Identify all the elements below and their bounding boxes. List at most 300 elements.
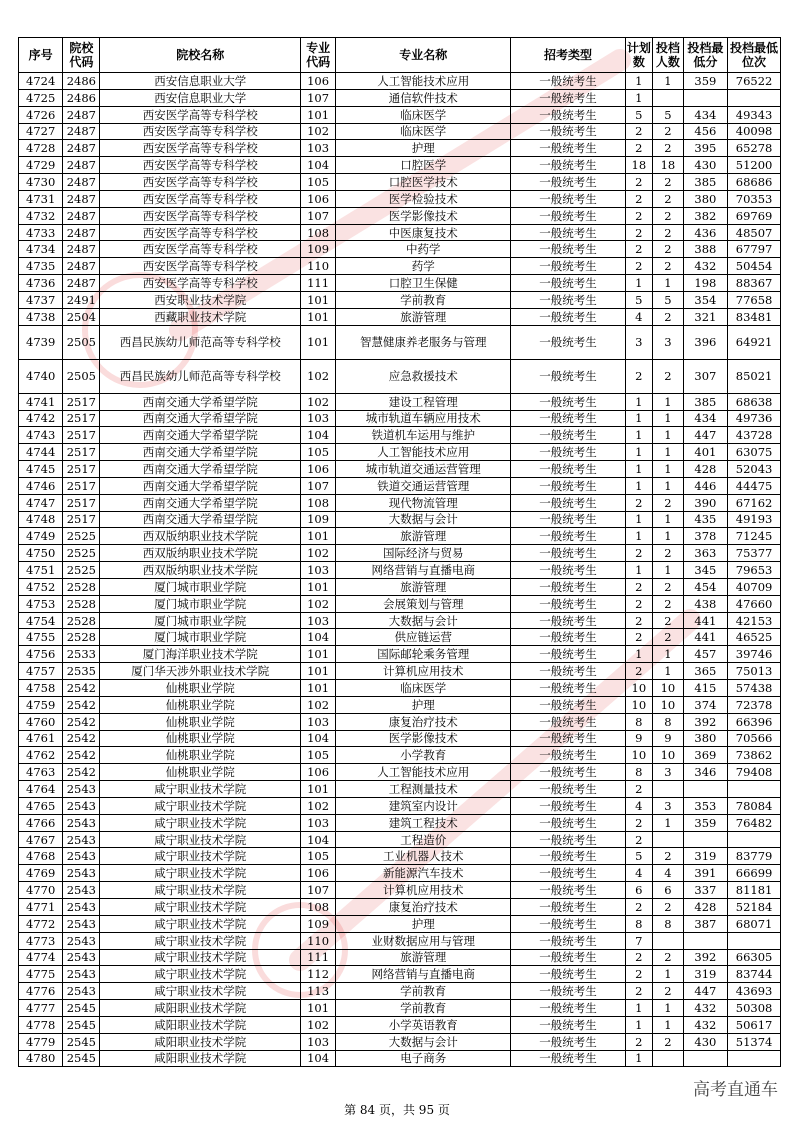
table-cell: 50308 [728,1000,781,1017]
table-cell: 2 [653,140,684,157]
table-cell: 仙桃职业学院 [100,764,301,781]
table-cell: 2 [625,207,652,224]
table-cell: 小学教育 [336,747,511,764]
table-row [19,848,781,865]
table-cell: 2542 [63,680,100,697]
table-cell: 57438 [728,680,781,697]
table-cell: 2542 [63,764,100,781]
table-cell: 72378 [728,696,781,713]
table-cell: 临床医学 [336,106,511,123]
table-cell: 2545 [63,1033,100,1050]
table-cell: 2486 [63,73,100,90]
table-cell: 新能源汽车技术 [336,865,511,882]
table-cell: 工程造价 [336,831,511,848]
table-cell: 2487 [63,241,100,258]
table-cell [683,831,727,848]
table-cell: 一般统考生 [511,241,625,258]
table-cell: 一般统考生 [511,932,625,949]
table-cell: 441 [683,629,727,646]
table-cell: 现代物流管理 [336,494,511,511]
table-cell: 1 [625,528,652,545]
table-cell: 4760 [19,713,63,730]
table-cell: 4755 [19,629,63,646]
table-cell: 2528 [63,612,100,629]
table-cell: 4764 [19,781,63,798]
table-cell: 105 [301,747,336,764]
table-cell: 计算机应用技术 [336,882,511,899]
table-cell: 4757 [19,663,63,680]
table-cell: 2542 [63,747,100,764]
table-cell: 中医康复技术 [336,224,511,241]
table-cell: 一般统考生 [511,157,625,174]
table-cell: 4753 [19,595,63,612]
table-cell: 工程测量技术 [336,781,511,798]
table-cell: 1 [625,562,652,579]
table-cell [653,781,684,798]
table-cell: 8 [625,915,652,932]
table-cell: 2 [625,123,652,140]
table-cell: 西双版纳职业技术学院 [100,528,301,545]
table-cell: 一般统考生 [511,949,625,966]
table-row [19,1000,781,1017]
table-cell: 103 [301,713,336,730]
table-cell: 106 [301,190,336,207]
table-cell: 4736 [19,275,63,292]
table-row [19,258,781,275]
table-cell: 1 [625,275,652,292]
table-cell: 2543 [63,949,100,966]
table-cell: 2542 [63,696,100,713]
table-cell: 78084 [728,797,781,814]
table-cell: 51374 [728,1033,781,1050]
table-cell: 4748 [19,511,63,528]
table-cell [728,1050,781,1067]
table-cell: 2 [653,848,684,865]
table-cell: 354 [683,291,727,308]
table-cell: 厦门城市职业学院 [100,629,301,646]
table-cell: 4776 [19,983,63,1000]
table-cell: 学前教育 [336,983,511,1000]
table-cell: 西安医学高等专科学校 [100,157,301,174]
table-cell [728,781,781,798]
table-cell: 一般统考生 [511,393,625,410]
table-cell: 一般统考生 [511,477,625,494]
table-cell: 铁道交通运营管理 [336,477,511,494]
table-cell: 2505 [63,325,100,359]
table-cell: 医学影像技术 [336,730,511,747]
table-cell: 1 [625,444,652,461]
table-cell: 10 [625,747,652,764]
table-cell: 104 [301,157,336,174]
table-cell: 1 [653,511,684,528]
table-cell: 434 [683,106,727,123]
table-cell: 4756 [19,646,63,663]
table-cell: 40098 [728,123,781,140]
table-cell: 4741 [19,393,63,410]
table-cell: 102 [301,797,336,814]
col-header: 专业名称 [336,38,511,73]
table-row [19,123,781,140]
table-cell: 4766 [19,814,63,831]
table-cell: 咸宁职业技术学院 [100,797,301,814]
table-cell: 国际邮轮乘务管理 [336,646,511,663]
table-cell: 428 [683,898,727,915]
table-cell: 382 [683,207,727,224]
table-cell: 网络营销与直播电商 [336,562,511,579]
table-cell: 4 [625,865,652,882]
table-cell: 2487 [63,275,100,292]
table-row [19,1050,781,1067]
table-cell: 369 [683,747,727,764]
table-cell: 医学检验技术 [336,190,511,207]
table-cell: 432 [683,1016,727,1033]
table-cell: 113 [301,983,336,1000]
table-cell: 2525 [63,562,100,579]
table-cell: 436 [683,224,727,241]
table-cell: 一般统考生 [511,190,625,207]
table-cell: 1 [653,73,684,90]
table-cell: 6 [625,882,652,899]
table-cell: 359 [683,814,727,831]
table-row [19,713,781,730]
table-cell: 1 [625,461,652,478]
table-cell: 2487 [63,106,100,123]
table-cell: 咸宁职业技术学院 [100,882,301,899]
table-cell: 2517 [63,511,100,528]
table-cell: 104 [301,1050,336,1067]
table-cell: 79653 [728,562,781,579]
table-cell: 359 [683,73,727,90]
brand-watermark: 高考直通车 [693,1080,778,1100]
table-cell: 2 [653,359,684,393]
table-cell: 4 [625,308,652,325]
table-cell: 口腔医学 [336,157,511,174]
table-row [19,629,781,646]
table-cell [683,932,727,949]
table-row [19,932,781,949]
table-cell: 2491 [63,291,100,308]
table-cell: 198 [683,275,727,292]
table-cell: 应急救援技术 [336,359,511,393]
table-cell: 7 [625,932,652,949]
table-cell: 2525 [63,545,100,562]
table-cell: 1 [653,410,684,427]
table-cell: 2543 [63,831,100,848]
table-cell: 一般统考生 [511,359,625,393]
table-cell: 大数据与会计 [336,511,511,528]
table-cell: 63075 [728,444,781,461]
table-cell: 2 [653,123,684,140]
table-cell: 西南交通大学希望学院 [100,477,301,494]
table-cell: 4737 [19,291,63,308]
col-header: 院校名称 [100,38,301,73]
table-cell: 103 [301,410,336,427]
table-cell: 仙桃职业学院 [100,696,301,713]
table-cell: 105 [301,174,336,191]
table-cell: 107 [301,882,336,899]
table-cell: 2 [653,207,684,224]
table-cell: 81181 [728,882,781,899]
table-cell: 2543 [63,983,100,1000]
table-cell: 西南交通大学希望学院 [100,461,301,478]
table-cell: 咸宁职业技术学院 [100,915,301,932]
table-cell: 353 [683,797,727,814]
table-cell: 2 [653,258,684,275]
table-row [19,562,781,579]
table-cell: 2 [653,898,684,915]
table-cell: 73862 [728,747,781,764]
table-row [19,73,781,90]
table-cell: 西南交通大学希望学院 [100,427,301,444]
table-cell: 4743 [19,427,63,444]
table-cell: 76522 [728,73,781,90]
table-cell: 101 [301,325,336,359]
table-cell: 中药学 [336,241,511,258]
table-cell: 建设工程管理 [336,393,511,410]
table-cell: 10 [625,680,652,697]
table-cell: 110 [301,258,336,275]
table-cell: 105 [301,444,336,461]
table-row [19,578,781,595]
table-row [19,291,781,308]
table-cell: 2 [625,241,652,258]
table-cell: 71245 [728,528,781,545]
table-row [19,174,781,191]
table-cell: 1 [653,966,684,983]
table-cell: 2 [625,140,652,157]
table-cell: 1 [653,477,684,494]
table-cell: 2543 [63,848,100,865]
table-cell: 咸宁职业技术学院 [100,932,301,949]
table-cell: 40709 [728,578,781,595]
table-cell: 2545 [63,1000,100,1017]
table-cell: 102 [301,595,336,612]
table-cell: 4734 [19,241,63,258]
table-cell: 2517 [63,410,100,427]
col-header: 招考类型 [511,38,625,73]
table-cell: 66699 [728,865,781,882]
table-cell: 1 [653,393,684,410]
table-cell: 77658 [728,291,781,308]
table-row [19,545,781,562]
table-row [19,882,781,899]
table-cell: 2 [625,831,652,848]
table-cell: 西双版纳职业技术学院 [100,562,301,579]
table-row [19,511,781,528]
table-cell: 46525 [728,629,781,646]
table-cell: 2 [653,1033,684,1050]
table-cell: 一般统考生 [511,1033,625,1050]
table-row [19,915,781,932]
table-cell: 109 [301,511,336,528]
table-cell: 西双版纳职业技术学院 [100,545,301,562]
table-cell: 4780 [19,1050,63,1067]
table-cell: 一般统考生 [511,1000,625,1017]
table-cell: 104 [301,730,336,747]
table-cell: 一般统考生 [511,308,625,325]
table-cell: 2 [653,224,684,241]
table-cell: 4725 [19,89,63,106]
table-cell: 咸宁职业技术学院 [100,898,301,915]
table-cell: 4739 [19,325,63,359]
table-cell: 临床医学 [336,680,511,697]
table-cell: 一般统考生 [511,444,625,461]
table-cell: 319 [683,966,727,983]
table-cell: 一般统考生 [511,106,625,123]
table-cell: 一般统考生 [511,696,625,713]
table-cell: 1 [653,562,684,579]
table-cell: 1 [625,427,652,444]
table-cell: 2543 [63,814,100,831]
table-cell: 380 [683,730,727,747]
table-cell: 415 [683,680,727,697]
table-cell: 385 [683,174,727,191]
table-cell: 4733 [19,224,63,241]
table-cell: 2 [625,595,652,612]
table-cell: 2517 [63,477,100,494]
table-cell: 2 [625,190,652,207]
table-cell: 厦门城市职业学院 [100,578,301,595]
table-cell: 4735 [19,258,63,275]
table-cell: 2 [625,663,652,680]
table-cell: 111 [301,275,336,292]
table-cell: 52043 [728,461,781,478]
table-cell: 4759 [19,696,63,713]
table-cell: 50617 [728,1016,781,1033]
table-cell: 2 [653,494,684,511]
table-cell: 一般统考生 [511,511,625,528]
table-cell: 一般统考生 [511,865,625,882]
table-cell: 68638 [728,393,781,410]
table-cell: 4761 [19,730,63,747]
table-row [19,190,781,207]
table-cell: 103 [301,1033,336,1050]
table-cell: 厦门城市职业学院 [100,612,301,629]
table-cell: 铁道机车运用与维护 [336,427,511,444]
table-cell: 通信软件技术 [336,89,511,106]
table-cell: 83779 [728,848,781,865]
table-cell: 2 [625,814,652,831]
table-cell: 护理 [336,140,511,157]
table-cell: 一般统考生 [511,797,625,814]
table-cell: 临床医学 [336,123,511,140]
table-cell: 4729 [19,157,63,174]
table-cell: 一般统考生 [511,764,625,781]
table-cell: 4746 [19,477,63,494]
table-cell: 107 [301,207,336,224]
table-cell: 4778 [19,1016,63,1033]
table-cell: 70566 [728,730,781,747]
table-row [19,949,781,966]
table-row [19,781,781,798]
table-cell: 1 [653,275,684,292]
table-cell: 2487 [63,123,100,140]
table-cell: 2517 [63,393,100,410]
col-header: 院校代码 [63,38,100,73]
table-cell [728,89,781,106]
table-cell: 10 [625,696,652,713]
table-row [19,680,781,697]
table-cell: 4777 [19,1000,63,1017]
table-cell: 厦门海洋职业技术学院 [100,646,301,663]
table-cell: 康复治疗技术 [336,713,511,730]
table-cell: 106 [301,764,336,781]
table-cell: 385 [683,393,727,410]
table-cell: 365 [683,663,727,680]
table-cell: 2 [653,190,684,207]
table-cell: 4732 [19,207,63,224]
table-cell: 西南交通大学希望学院 [100,444,301,461]
table-cell: 83481 [728,308,781,325]
table-cell: 供应链运营 [336,629,511,646]
table-cell: 454 [683,578,727,595]
table-cell: 70353 [728,190,781,207]
table-cell: 一般统考生 [511,781,625,798]
table-cell: 42153 [728,612,781,629]
table-cell: 1 [653,427,684,444]
table-cell: 49343 [728,106,781,123]
table-cell: 2 [625,359,652,393]
table-cell: 18 [653,157,684,174]
table-cell: 1 [625,410,652,427]
table-cell: 西南交通大学希望学院 [100,511,301,528]
table-cell: 2 [653,949,684,966]
table-row [19,1016,781,1033]
table-cell: 城市轨道车辆应用技术 [336,410,511,427]
table-cell: 2 [625,174,652,191]
table-row [19,325,781,359]
table-cell: 学前教育 [336,291,511,308]
table-cell: 79408 [728,764,781,781]
table-cell: 47660 [728,595,781,612]
table-cell: 48507 [728,224,781,241]
table-cell: 3 [653,764,684,781]
table-cell: 2 [625,781,652,798]
table-cell: 67797 [728,241,781,258]
table-cell: 2543 [63,915,100,932]
table-cell: 网络营销与直播电商 [336,966,511,983]
table-cell: 工业机器人技术 [336,848,511,865]
table-cell: 106 [301,73,336,90]
table-cell [683,1050,727,1067]
table-cell: 咸阳职业技术学院 [100,1000,301,1017]
table-cell: 378 [683,528,727,545]
table-cell: 一般统考生 [511,562,625,579]
table-cell: 1 [625,1050,652,1067]
col-header: 投档最低分 [683,38,727,73]
table-cell: 2517 [63,427,100,444]
table-cell: 口腔卫生保健 [336,275,511,292]
table-cell: 2543 [63,898,100,915]
table-cell: 395 [683,140,727,157]
table-cell: 1 [653,646,684,663]
table-cell: 83744 [728,966,781,983]
table-row [19,865,781,882]
table-cell: 西安医学高等专科学校 [100,258,301,275]
table-cell: 一般统考生 [511,258,625,275]
table-cell: 西安医学高等专科学校 [100,174,301,191]
table-cell: 2525 [63,528,100,545]
table-row [19,224,781,241]
col-header: 投档人数 [653,38,684,73]
table-cell: 4730 [19,174,63,191]
table-cell: 391 [683,865,727,882]
table-cell: 434 [683,410,727,427]
table-cell: 4747 [19,494,63,511]
table-cell: 1 [625,477,652,494]
table-cell: 4724 [19,73,63,90]
table-cell: 业财数据应用与管理 [336,932,511,949]
